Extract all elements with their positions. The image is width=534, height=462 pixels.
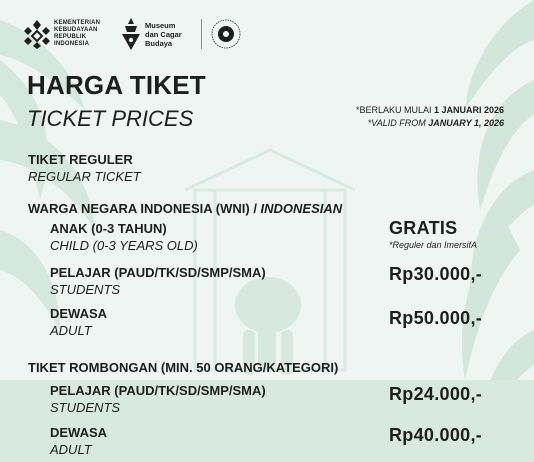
museum-nasional-logo: [211, 19, 241, 49]
group-student-subtitle: STUDENTS: [50, 400, 121, 415]
validity-date: JANUARY 1, 2026: [428, 118, 504, 128]
museum-cagar-budaya-logo: [120, 18, 193, 50]
adult-ticket-label: DEWASA: [50, 306, 108, 321]
museum-emblem-icon: [120, 18, 142, 50]
group-adult-label: DEWASA: [50, 425, 108, 440]
child-ticket-price: GRATIS: [389, 218, 458, 238]
validity-date: 1 JANUARI 2026: [433, 105, 504, 115]
kementerian-logo: [24, 19, 120, 49]
page-subtitle: TICKET PRICES: [27, 106, 194, 131]
group-student-price: Rp24.000,-: [389, 384, 483, 404]
group-student-label: PELAJAR (PAUD/TK/SD/SMP/SMA): [50, 383, 266, 398]
kementerian-line: KEMENTERIAN: [54, 20, 101, 26]
wni-group-title-en: INDONESIAN: [260, 201, 343, 216]
page-title: HARGA TIKET: [27, 70, 206, 100]
museum-nasional-seal-icon: [211, 19, 241, 49]
child-ticket-note: *Reguler dan ImersifA: [389, 240, 478, 250]
adult-ticket-price: Rp50.000,-: [389, 308, 483, 328]
kementerian-line: INDONESIA: [54, 41, 90, 47]
validity-line-en: [356, 117, 504, 130]
wni-group-title-id: WARGA NEGARA INDONESIA (WNI) /: [28, 201, 261, 216]
validity-note: [356, 104, 504, 130]
museum-line: dan Cagar: [145, 29, 182, 39]
museum-line: Budaya: [145, 38, 173, 48]
group-adult-subtitle: ADULT: [50, 442, 92, 457]
wni-group-title: [28, 201, 342, 216]
header-logos: [24, 14, 241, 54]
validity-line-id: [356, 104, 504, 117]
museum-line: Museum: [145, 20, 176, 30]
validity-prefix: *BERLAKU MULAI: [355, 105, 434, 115]
regular-ticket-title: TIKET REGULER: [28, 152, 133, 167]
kementerian-emblem-icon: [24, 19, 50, 49]
child-ticket-label: ANAK (0-3 TAHUN): [50, 221, 167, 236]
student-ticket-subtitle: STUDENTS: [50, 282, 121, 297]
group-ticket-title: TIKET ROMBONGAN (MIN. 50 ORANG/KATEGORI): [28, 360, 339, 375]
student-ticket-label: PELAJAR (PAUD/TK/SD/SMP/SMA): [50, 265, 266, 280]
validity-prefix: *VALID FROM: [367, 118, 429, 128]
logo-divider: [201, 19, 202, 49]
regular-ticket-subtitle: REGULAR TICKET: [28, 169, 141, 184]
group-adult-price: Rp40.000,-: [389, 425, 483, 445]
adult-ticket-subtitle: ADULT: [50, 323, 92, 338]
student-ticket-price: Rp30.000,-: [389, 264, 483, 284]
child-ticket-subtitle: CHILD (0-3 YEARS OLD): [50, 238, 198, 253]
kementerian-line: KEBUDAYAAN: [54, 27, 98, 33]
kementerian-line: REPUBLIK: [54, 34, 87, 40]
